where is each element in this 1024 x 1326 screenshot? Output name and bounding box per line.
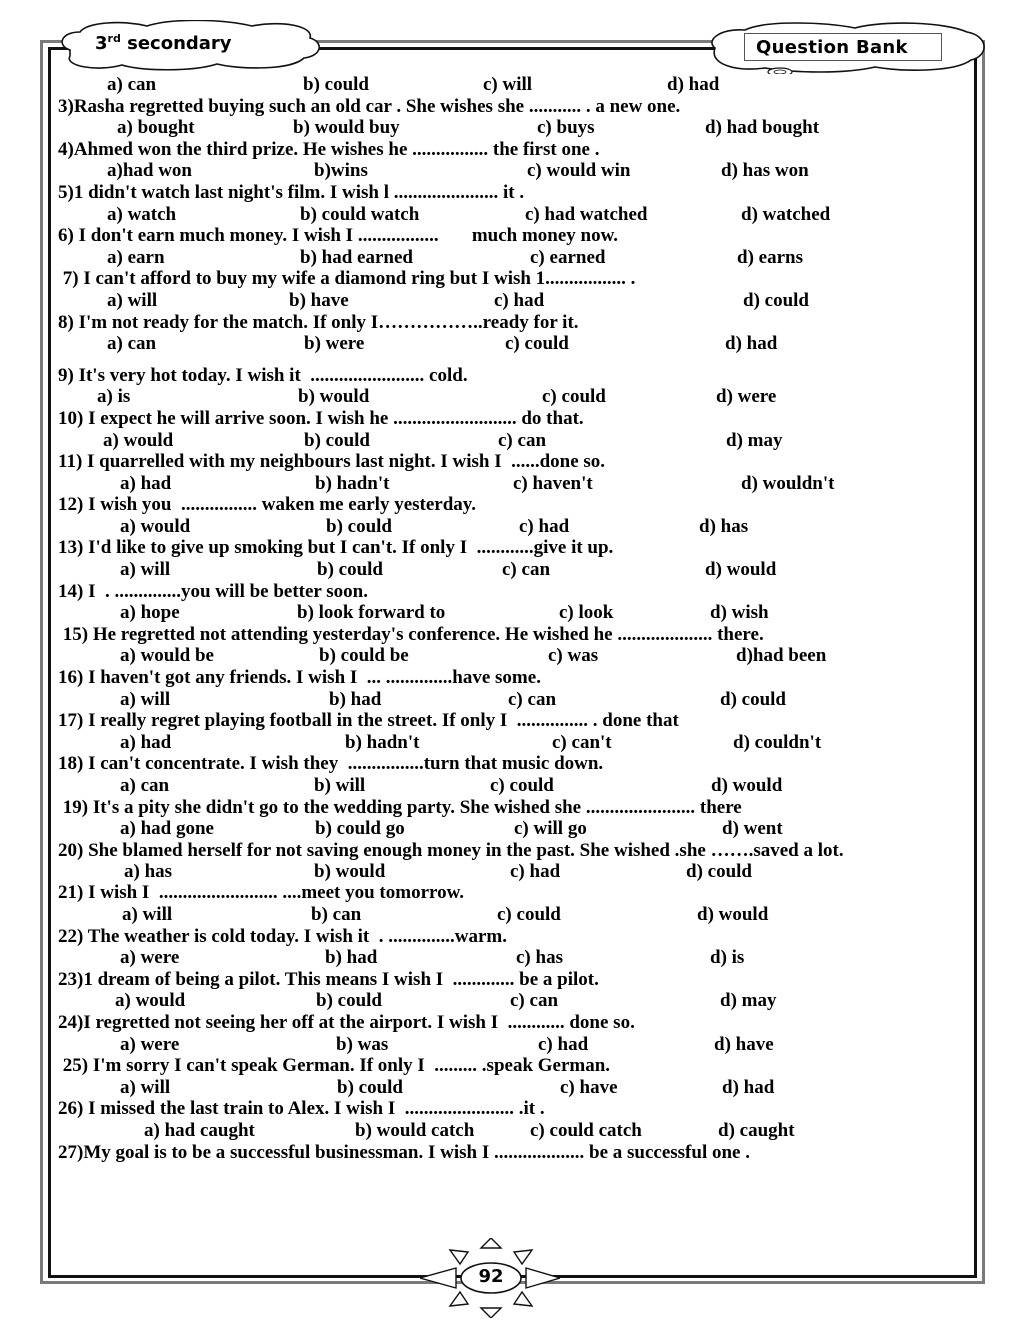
- answer-option[interactable]: d) have: [714, 1033, 774, 1055]
- answer-option[interactable]: d) would: [711, 775, 783, 796]
- answer-option[interactable]: b) could: [326, 515, 392, 537]
- answer-option[interactable]: b) look forward to: [297, 602, 446, 624]
- answer-option[interactable]: b) could: [304, 429, 370, 451]
- answer-option[interactable]: b) could be: [319, 645, 409, 667]
- question-text: 23)1 dream of being a pilot. This means I wish I ............. be a pilot.: [58, 968, 599, 990]
- answer-option[interactable]: c) had: [519, 515, 570, 537]
- answer-option[interactable]: c) look: [559, 602, 614, 624]
- question-text: 12) I wish you ................ waken me early yesterday.: [58, 494, 476, 516]
- question-text: 27)My goal is to be a successful businessman. I wish I ................... be a successful one .: [58, 1141, 750, 1163]
- answer-option[interactable]: c) was: [548, 645, 599, 667]
- answer-option[interactable]: b) had: [329, 688, 382, 710]
- answer-option[interactable]: c) has: [516, 947, 563, 969]
- level-number: 3: [95, 33, 108, 54]
- answer-options: [58, 904, 958, 926]
- answer-option[interactable]: d) watched: [741, 203, 831, 225]
- answer-option[interactable]: b) could: [316, 990, 382, 1012]
- answer-option[interactable]: b) would: [298, 386, 370, 408]
- answer-option[interactable]: b) had: [325, 947, 378, 969]
- question-text: 20) She blamed herself for not saving enough money in the past. She wished .she …….saved a lot.: [58, 839, 844, 861]
- answer-option[interactable]: b) could: [337, 1076, 403, 1098]
- header-book-label: Question Bank: [756, 37, 908, 58]
- answer-option[interactable]: c) can: [502, 559, 551, 581]
- answer-option[interactable]: d) caught: [718, 1119, 795, 1141]
- answer-option[interactable]: c) haven't: [513, 472, 593, 494]
- answer-options: [58, 74, 958, 96]
- answer-option[interactable]: b) could watch: [300, 203, 420, 225]
- answer-option[interactable]: a) had: [120, 731, 172, 753]
- answer-options: [58, 247, 958, 269]
- answer-options: [58, 117, 958, 139]
- answer-option[interactable]: a) can: [107, 74, 157, 95]
- answer-options: [58, 1120, 958, 1142]
- answer-options: [58, 818, 958, 840]
- question-text: 11) I quarrelled with my neighbours last night. I wish I ......done so.: [58, 451, 606, 473]
- question-text: 9) It's very hot today. I wish it ........................ cold.: [58, 364, 468, 386]
- question-text: 5)1 didn't watch last night's film. I wish l ...................... it .: [58, 181, 525, 203]
- answer-option[interactable]: d) has: [699, 515, 749, 537]
- answer-option[interactable]: c) had: [510, 860, 561, 882]
- answer-option[interactable]: a) is: [97, 386, 131, 408]
- answer-option[interactable]: d) were: [716, 386, 777, 408]
- answer-options: [58, 990, 958, 1012]
- answer-option[interactable]: b) were: [304, 333, 365, 355]
- answer-option[interactable]: a) will: [120, 688, 171, 710]
- question-text: 10) I expect he will arrive soon. I wish he .......................... do that.: [58, 407, 584, 429]
- answer-option[interactable]: d) may: [720, 990, 777, 1012]
- answer-option[interactable]: c) could: [497, 903, 561, 925]
- answer-option[interactable]: d) had: [722, 1076, 775, 1098]
- answer-option[interactable]: a) had gone: [120, 818, 214, 840]
- question-text: 24)I regretted not seeing her off at the airport. I wish I ............ done so.: [58, 1011, 635, 1033]
- header-level-label: [95, 32, 232, 54]
- question-text: 17) I really regret playing football in the street. If only I ............... . done that: [58, 710, 679, 732]
- spacer: [58, 355, 958, 365]
- answer-option[interactable]: d) could: [720, 688, 786, 710]
- answer-options: [58, 333, 958, 355]
- question-text: 26) I missed the last train to Alex. I wish I ....................... .it .: [58, 1098, 545, 1120]
- answer-option[interactable]: c) earned: [530, 246, 606, 268]
- answer-options: [58, 689, 958, 711]
- answer-option[interactable]: d) wish: [710, 602, 769, 624]
- page-number: 92: [478, 1266, 504, 1287]
- answer-option[interactable]: a) has: [124, 860, 173, 882]
- answer-option[interactable]: d)had been: [736, 645, 827, 667]
- answer-option[interactable]: c) could: [505, 333, 569, 355]
- level-suffix: rd: [107, 32, 121, 45]
- answer-option[interactable]: a) will: [120, 1076, 171, 1098]
- question-text: 3)Rasha regretted buying such an old car . She wishes she ........... . a new one.: [58, 95, 681, 117]
- answer-option[interactable]: d) earns: [737, 246, 803, 268]
- answer-option[interactable]: c) could: [542, 386, 606, 408]
- answer-option[interactable]: c) had: [494, 289, 545, 311]
- answer-option[interactable]: d) had bought: [705, 117, 820, 139]
- answer-option[interactable]: c) can: [508, 688, 557, 710]
- answer-options: [58, 473, 958, 495]
- answer-option[interactable]: c) buys: [537, 117, 595, 139]
- answer-option[interactable]: b) hadn't: [315, 472, 390, 494]
- answer-options: [58, 602, 958, 624]
- question-text: 15) He regretted not attending yesterday's conference. He wished he .................... there.: [58, 623, 764, 645]
- answer-option[interactable]: a) would: [115, 990, 186, 1012]
- answer-option[interactable]: a) were: [120, 947, 180, 969]
- answer-option[interactable]: b) could go: [315, 818, 405, 840]
- answer-option[interactable]: a) earn: [107, 246, 165, 268]
- question-text: 18) I can't concentrate. I wish they ................turn that music down.: [58, 753, 604, 775]
- question-text: 21) I wish I ......................... ....meet you tomorrow.: [58, 882, 465, 904]
- answer-option[interactable]: a) would: [103, 429, 174, 451]
- answer-option[interactable]: a) were: [120, 1033, 180, 1055]
- question-text: 25) I'm sorry I can't speak German. If only I ......... .speak German.: [58, 1055, 611, 1077]
- level-word: secondary: [127, 33, 232, 54]
- answer-option[interactable]: d) wouldn't: [741, 472, 835, 494]
- answer-option[interactable]: c) can: [510, 990, 559, 1012]
- answer-options: [58, 516, 958, 538]
- answer-options: [58, 861, 958, 883]
- answer-option[interactable]: a) would be: [120, 645, 214, 667]
- answer-options: [58, 386, 958, 408]
- answer-option[interactable]: a) will: [122, 903, 173, 925]
- answer-option[interactable]: c) could catch: [530, 1119, 642, 1141]
- answer-option[interactable]: b) will: [314, 775, 366, 796]
- answer-option[interactable]: c) will go: [514, 818, 587, 840]
- answer-option[interactable]: b) hadn't: [345, 731, 420, 753]
- answer-options: [58, 204, 958, 226]
- question-text: 22) The weather is cold today. I wish it . ..............warm.: [58, 925, 507, 947]
- question-text: 14) I . ..............you will be better soon.: [58, 580, 368, 602]
- answer-option[interactable]: c) had watched: [525, 203, 648, 225]
- answer-option[interactable]: a) watch: [107, 203, 177, 225]
- answer-option[interactable]: b) can: [311, 903, 362, 925]
- answer-option[interactable]: d) could: [686, 860, 752, 882]
- answer-option[interactable]: c) can't: [552, 731, 612, 753]
- answer-option[interactable]: d) could: [743, 289, 809, 311]
- answer-option[interactable]: a) bought: [117, 117, 195, 139]
- answer-options: [58, 430, 958, 452]
- answer-option[interactable]: c) had: [538, 1033, 589, 1055]
- question-text: 6) I don't earn much money. I wish I ................. much money now.: [58, 225, 619, 247]
- answer-option[interactable]: b) would: [314, 860, 386, 882]
- answer-option[interactable]: a) can: [107, 333, 157, 355]
- answer-option[interactable]: d) has won: [721, 160, 809, 182]
- answer-option[interactable]: d) had: [667, 74, 720, 95]
- answer-options: [58, 559, 958, 581]
- answer-option[interactable]: d) couldn't: [733, 731, 822, 753]
- answer-option[interactable]: d) went: [722, 818, 783, 840]
- answer-option[interactable]: a) can: [120, 775, 170, 796]
- answer-option[interactable]: b) had earned: [300, 246, 413, 268]
- answer-options: [58, 290, 958, 312]
- question-text: 16) I haven't got any friends. I wish I ... ..............have some.: [58, 667, 541, 689]
- question-list: [58, 74, 958, 1163]
- answer-options: [58, 1034, 958, 1056]
- answer-option[interactable]: d) had: [725, 333, 778, 355]
- answer-option[interactable]: d) would: [705, 559, 777, 581]
- answer-option[interactable]: d) is: [710, 947, 745, 969]
- answer-option[interactable]: a) would: [120, 515, 191, 537]
- answer-option[interactable]: b) have: [289, 289, 349, 311]
- answer-option[interactable]: c) would win: [527, 160, 631, 182]
- answer-option[interactable]: c) can: [498, 429, 547, 451]
- answer-option[interactable]: a)had won: [107, 160, 192, 182]
- question-text: 7) I can't afford to buy my wife a diamond ring but I wish 1................. .: [58, 268, 636, 290]
- answer-options: [58, 732, 958, 754]
- answer-option[interactable]: a) will: [107, 289, 158, 311]
- answer-option[interactable]: a) hope: [120, 602, 180, 624]
- answer-options: [58, 160, 958, 182]
- answer-option[interactable]: d) would: [697, 903, 769, 925]
- answer-option[interactable]: b) would buy: [293, 117, 400, 139]
- answer-option[interactable]: c) have: [560, 1076, 618, 1098]
- answer-options: [58, 775, 958, 797]
- answer-option[interactable]: a) will: [120, 559, 171, 581]
- answer-option[interactable]: a) had: [120, 472, 172, 494]
- question-text: 19) It's a pity she didn't go to the wedding party. She wished she ....................... there: [58, 796, 742, 818]
- answer-option[interactable]: a) had caught: [144, 1119, 255, 1141]
- answer-option[interactable]: c) could: [490, 775, 554, 796]
- answer-option[interactable]: b) would catch: [355, 1119, 475, 1141]
- answer-options: [58, 1077, 958, 1099]
- answer-option[interactable]: b) was: [336, 1033, 389, 1055]
- answer-options: [58, 947, 958, 969]
- answer-option[interactable]: d) may: [726, 429, 783, 451]
- question-text: 8) I'm not ready for the match. If only I……………..ready for it.: [58, 311, 579, 333]
- answer-options: [58, 645, 958, 667]
- answer-option[interactable]: b) could: [317, 559, 383, 581]
- answer-option[interactable]: b) could: [303, 74, 369, 95]
- question-text: 4)Ahmed won the third prize. He wishes he ................ the first one .: [58, 138, 600, 160]
- answer-option[interactable]: b)wins: [314, 160, 368, 182]
- answer-option[interactable]: c) will: [483, 74, 533, 95]
- question-text: 13) I'd like to give up smoking but I can't. If only I ............give it up.: [58, 537, 614, 559]
